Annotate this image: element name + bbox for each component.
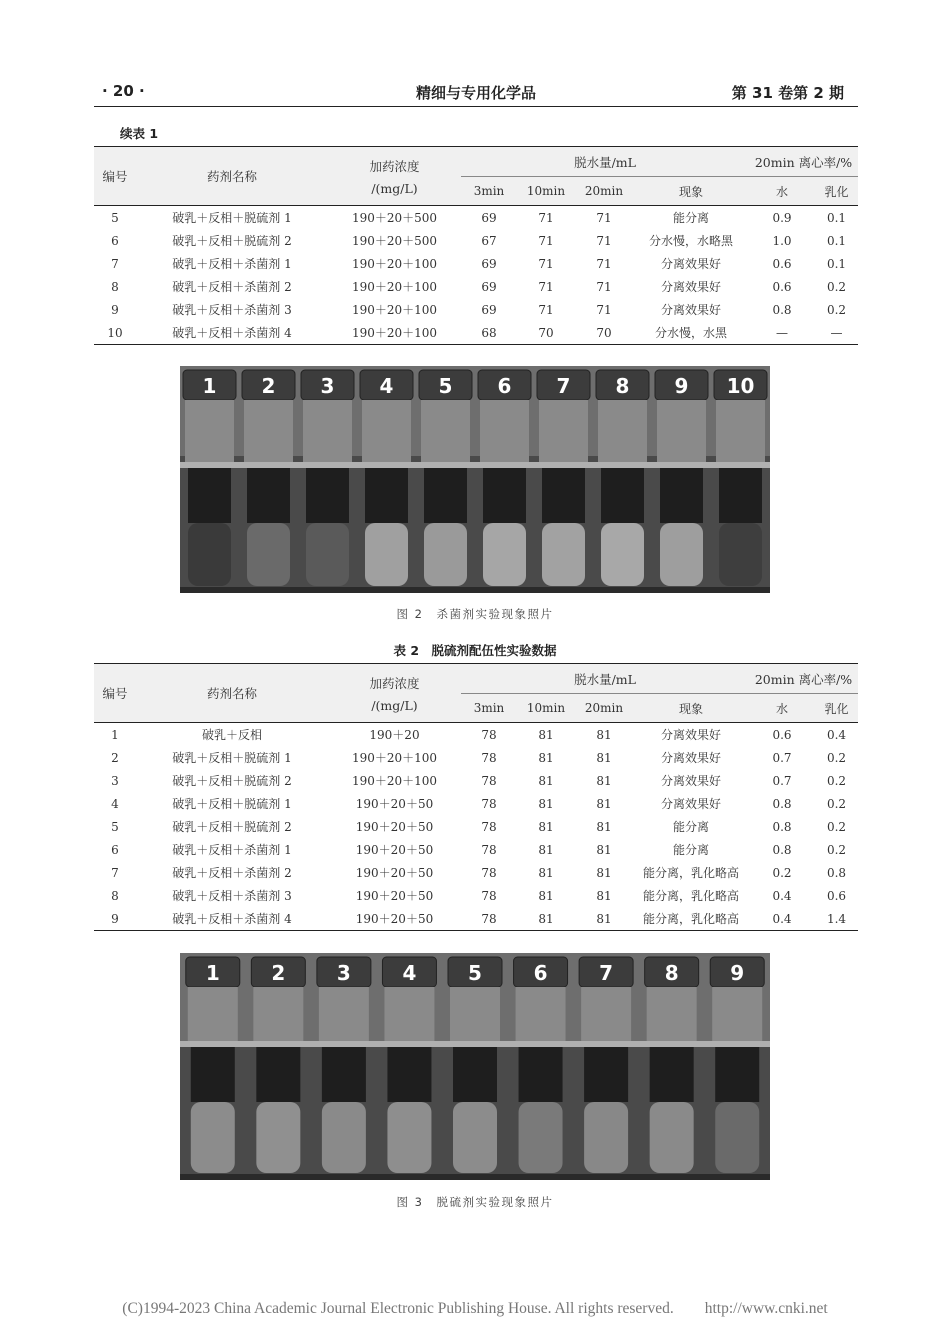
cell-emulsion: 0.2 <box>826 819 847 834</box>
test-tube <box>714 370 767 586</box>
cell-3min: 69 <box>481 279 497 294</box>
cell-phenomenon: 分离效果好 <box>660 280 721 294</box>
header-rule <box>94 106 858 107</box>
cell-conc: 190＋20＋100 <box>328 321 461 345</box>
table-row <box>94 815 858 838</box>
cell-conc: 190＋20＋50 <box>355 797 434 811</box>
table-row <box>94 723 858 747</box>
water-layer <box>424 523 467 586</box>
water-layer <box>601 523 644 586</box>
cell-name: 破乳＋反相 <box>201 728 262 742</box>
oil-layer <box>191 1047 235 1102</box>
table2 <box>94 663 858 931</box>
th-3min: 3min <box>461 694 517 723</box>
cell-emulsion: 0.2 <box>826 842 847 857</box>
test-tube <box>360 370 413 586</box>
test-tube <box>301 370 354 586</box>
issue-label: 第 31 卷第 2 期 <box>731 84 844 102</box>
cell-emulsion: 0.2 <box>826 773 847 788</box>
th-water: 水 <box>749 694 815 723</box>
table-row <box>94 838 858 861</box>
th-no: 编号 <box>94 664 136 723</box>
cell-20min: 71 <box>596 233 612 248</box>
cell-no: 7 <box>111 256 119 271</box>
cell-no: 5 <box>111 819 119 834</box>
oil-layer <box>322 1047 366 1102</box>
cell-water: 0.8 <box>772 796 792 811</box>
tube-label: 5 <box>468 961 482 985</box>
tube-label: 9 <box>674 374 689 398</box>
test-tube <box>645 957 699 1173</box>
rack-base <box>180 587 770 593</box>
oil-layer <box>719 468 762 523</box>
cell-3min: 78 <box>481 796 497 811</box>
tube-upper <box>244 400 293 462</box>
table-row <box>94 792 858 815</box>
test-tube <box>317 957 371 1173</box>
cell-3min: 78 <box>481 819 497 834</box>
cell-phenomenon: 能分离 <box>672 820 709 834</box>
tube-label: 7 <box>556 374 571 398</box>
th-20min: 20min <box>575 694 633 723</box>
water-layer <box>322 1102 366 1173</box>
tube-label: 4 <box>379 374 394 398</box>
oil-layer <box>306 468 349 523</box>
th-conc-unit: /(mg/L) <box>371 180 418 196</box>
rack-bar <box>180 462 770 468</box>
water-layer <box>715 1102 759 1173</box>
cell-water: 0.6 <box>772 279 792 294</box>
cell-phenomenon: 分离效果好 <box>660 774 721 788</box>
figure2-caption: 图 2 杀菌剂实验现象照片 <box>396 607 554 621</box>
cell-20min: 70 <box>575 321 633 345</box>
th-conc <box>328 664 461 723</box>
cell-name: 破乳＋反相＋杀菌剂 3 <box>172 889 292 903</box>
tube-upper <box>384 987 434 1041</box>
table-row <box>94 298 858 321</box>
cell-phenomenon: 能分离 <box>672 843 709 857</box>
cell-no: 7 <box>111 865 119 880</box>
test-tube <box>478 370 531 586</box>
cell-name: 破乳＋反相＋脱硫剂 1 <box>172 751 292 765</box>
test-tube <box>242 370 295 586</box>
cell-conc: 190＋20＋50 <box>355 820 434 834</box>
oil-layer <box>188 468 231 523</box>
cell-water: 0.8 <box>772 302 792 317</box>
oil-layer <box>483 468 526 523</box>
water-layer <box>584 1102 628 1173</box>
cell-water: 0.6 <box>772 256 792 271</box>
test-tube <box>251 957 305 1173</box>
cell-20min: 81 <box>596 865 612 880</box>
cell-water: 0.9 <box>772 210 792 225</box>
cell-no: 6 <box>111 233 119 248</box>
water-layer <box>365 523 408 586</box>
cell-20min: 71 <box>596 279 612 294</box>
tube-label: 7 <box>599 961 614 985</box>
tube-upper <box>516 987 566 1041</box>
test-tube <box>448 957 502 1173</box>
cell-10min: 71 <box>538 210 554 225</box>
tube-upper <box>188 987 238 1041</box>
oil-layer <box>584 1047 628 1102</box>
cell-conc: 190＋20＋50 <box>328 907 461 931</box>
cell-emulsion: 0.2 <box>826 279 847 294</box>
cell-20min: 71 <box>596 210 612 225</box>
cell-conc: 190＋20＋500 <box>351 234 438 248</box>
table-row <box>94 769 858 792</box>
cell-3min: 69 <box>481 256 497 271</box>
cell-no: 9 <box>111 302 119 317</box>
cell-3min: 78 <box>461 907 517 931</box>
rack-bar <box>180 1041 770 1047</box>
oil-layer <box>519 1047 563 1102</box>
water-layer <box>191 1102 235 1173</box>
table-row <box>94 321 858 345</box>
cell-20min: 81 <box>596 842 612 857</box>
cell-no: 2 <box>111 750 119 765</box>
cell-10min: 81 <box>538 727 554 742</box>
tube-label: 8 <box>615 374 630 398</box>
table-row <box>94 206 858 230</box>
cell-name: 破乳＋反相＋脱硫剂 2 <box>172 820 292 834</box>
cell-phenomenon: 能分离，乳化略高 <box>633 907 749 931</box>
cell-3min: 78 <box>481 750 497 765</box>
th-name: 药剂名称 <box>136 664 328 723</box>
cell-20min: 81 <box>596 727 612 742</box>
cell-no: 3 <box>111 773 119 788</box>
tube-label: 9 <box>730 961 745 985</box>
water-layer <box>387 1102 431 1173</box>
cell-20min: 71 <box>596 302 612 317</box>
oil-layer <box>247 468 290 523</box>
cell-water: — <box>749 321 815 345</box>
cell-phenomenon: 分离效果好 <box>660 257 721 271</box>
cell-10min: 81 <box>538 865 554 880</box>
oil-layer <box>650 1047 694 1102</box>
cell-10min: 71 <box>538 279 554 294</box>
tube-label: 10 <box>726 374 755 398</box>
test-tube <box>419 370 472 586</box>
cell-10min: 81 <box>538 842 554 857</box>
table-row <box>94 907 858 931</box>
cell-20min: 81 <box>596 750 612 765</box>
cell-emulsion: 0.1 <box>826 233 847 248</box>
tube-label: 1 <box>202 374 217 398</box>
table1-body <box>94 206 858 345</box>
water-layer <box>519 1102 563 1173</box>
cell-phenomenon: 分离效果好 <box>660 797 721 811</box>
cell-3min: 68 <box>461 321 517 345</box>
tube-upper <box>716 400 765 462</box>
table-row <box>94 275 858 298</box>
oil-layer <box>715 1047 759 1102</box>
cell-emulsion: 0.4 <box>826 727 847 742</box>
water-layer <box>188 523 231 586</box>
figure3-caption: 图 3 脱硫剂实验现象照片 <box>396 1195 554 1209</box>
tube-label: 5 <box>438 374 453 398</box>
cell-conc: 190＋20 <box>369 728 420 742</box>
figure3-photo <box>180 953 770 1180</box>
cell-name: 破乳＋反相＋脱硫剂 1 <box>172 797 292 811</box>
table-row <box>94 746 858 769</box>
tube-upper <box>480 400 529 462</box>
table-row <box>94 229 858 252</box>
cell-phenomenon: 能分离，乳化略高 <box>642 866 739 880</box>
cell-phenomenon: 分离效果好 <box>660 751 721 765</box>
oil-layer <box>387 1047 431 1102</box>
cell-water: 0.2 <box>772 865 792 880</box>
cell-emulsion: 0.1 <box>826 256 847 271</box>
cell-emulsion: 0.8 <box>826 865 847 880</box>
cell-water: 0.4 <box>772 888 792 903</box>
cell-10min: 81 <box>538 888 554 903</box>
cell-conc: 190＋20＋100 <box>351 280 438 294</box>
cell-no: 1 <box>111 727 119 742</box>
water-layer <box>453 1102 497 1173</box>
table1-caption: 续表 1 <box>120 126 159 141</box>
table2-body <box>94 723 858 931</box>
cell-name: 破乳＋反相＋杀菌剂 3 <box>172 303 292 317</box>
water-layer <box>650 1102 694 1173</box>
figure3-image <box>180 953 770 1180</box>
water-layer <box>719 523 762 586</box>
cell-3min: 69 <box>481 210 497 225</box>
cell-conc: 190＋20＋50 <box>355 843 434 857</box>
cell-10min: 81 <box>538 819 554 834</box>
water-layer <box>247 523 290 586</box>
cell-name: 破乳＋反相＋脱硫剂 2 <box>172 234 292 248</box>
figure2-image <box>180 366 770 593</box>
tube-label: 1 <box>205 961 220 985</box>
water-layer <box>256 1102 300 1173</box>
th-phenomenon: 现象 <box>633 694 749 723</box>
cell-10min: 71 <box>538 302 554 317</box>
oil-layer <box>365 468 408 523</box>
water-layer <box>483 523 526 586</box>
copyright-footer: (C)1994-2023 China Academic Journal Electronic Publishing House. All rights reserved. http://www.cnki.net <box>122 1300 828 1317</box>
th-conc-label: 加药浓度 <box>369 158 420 174</box>
cell-3min: 78 <box>481 888 497 903</box>
test-tube <box>710 957 764 1173</box>
th-emulsion: 乳化 <box>815 177 858 206</box>
page-header <box>94 78 858 104</box>
cell-no: 10 <box>94 321 136 345</box>
tube-upper <box>450 987 500 1041</box>
tube-upper <box>185 400 234 462</box>
th-conc-label: 加药浓度 <box>369 675 420 691</box>
tube-upper <box>362 400 411 462</box>
test-tube <box>596 370 649 586</box>
cell-water: 0.4 <box>749 907 815 931</box>
test-tube <box>655 370 708 586</box>
cell-phenomenon: 能分离，乳化略高 <box>642 889 739 903</box>
test-tube <box>537 370 590 586</box>
cell-no: 4 <box>111 796 119 811</box>
cell-conc: 190＋20＋100 <box>351 303 438 317</box>
cell-phenomenon: 分离效果好 <box>660 303 721 317</box>
cell-name: 破乳＋反相＋杀菌剂 4 <box>136 321 328 345</box>
cell-phenomenon: 分水慢，水黑 <box>633 321 749 345</box>
tube-upper <box>303 400 352 462</box>
tube-label: 4 <box>402 961 417 985</box>
th-phenomenon: 现象 <box>633 177 749 206</box>
cell-3min: 69 <box>481 302 497 317</box>
cell-20min: 81 <box>596 888 612 903</box>
th-10min: 10min <box>517 694 575 723</box>
oil-layer <box>542 468 585 523</box>
cell-10min: 81 <box>538 796 554 811</box>
cell-20min: 71 <box>596 256 612 271</box>
test-tube <box>514 957 568 1173</box>
th-conc <box>328 147 461 206</box>
test-tube <box>579 957 633 1173</box>
cell-name: 破乳＋反相＋杀菌剂 4 <box>136 907 328 931</box>
th-3min: 3min <box>461 177 517 206</box>
cell-20min: 81 <box>575 907 633 931</box>
oil-layer <box>256 1047 300 1102</box>
cell-name: 破乳＋反相＋杀菌剂 2 <box>172 866 292 880</box>
cell-phenomenon: 分离效果好 <box>660 728 721 742</box>
cell-conc: 190＋20＋50 <box>355 866 434 880</box>
cell-emulsion: — <box>815 321 858 345</box>
cell-10min: 81 <box>517 907 575 931</box>
tube-upper <box>253 987 303 1041</box>
cell-conc: 190＋20＋100 <box>351 257 438 271</box>
water-layer <box>306 523 349 586</box>
cell-no: 8 <box>111 888 119 903</box>
cell-phenomenon: 分水慢，水略黑 <box>648 234 733 248</box>
cell-10min: 81 <box>538 750 554 765</box>
cell-emulsion: 0.1 <box>826 210 847 225</box>
tube-upper <box>319 987 369 1041</box>
tube-upper <box>598 400 647 462</box>
cell-name: 破乳＋反相＋杀菌剂 2 <box>172 280 292 294</box>
water-layer <box>542 523 585 586</box>
cell-conc: 190＋20＋50 <box>355 889 434 903</box>
cell-10min: 71 <box>538 256 554 271</box>
tube-upper <box>712 987 762 1041</box>
table-row <box>94 861 858 884</box>
cell-20min: 81 <box>596 819 612 834</box>
cell-conc: 190＋20＋100 <box>351 751 438 765</box>
th-dehydration: 脱水量/mL <box>461 147 749 177</box>
table2-caption: 表 2 脱硫剂配伍性实验数据 <box>393 643 557 658</box>
th-20min: 20min <box>575 177 633 206</box>
test-tube <box>186 957 240 1173</box>
cell-10min: 81 <box>538 773 554 788</box>
tube-upper <box>421 400 470 462</box>
cell-conc: 190＋20＋100 <box>351 774 438 788</box>
cell-water: 0.8 <box>772 819 792 834</box>
cell-3min: 78 <box>481 727 497 742</box>
tube-label: 6 <box>497 374 512 398</box>
cell-emulsion: 0.2 <box>826 302 847 317</box>
oil-layer <box>453 1047 497 1102</box>
rack-base <box>180 1174 770 1180</box>
cell-water: 0.7 <box>772 750 792 765</box>
tube-label: 6 <box>533 961 548 985</box>
oil-layer <box>660 468 703 523</box>
cell-3min: 78 <box>481 773 497 788</box>
page-number: · 20 · <box>102 82 145 100</box>
water-layer <box>660 523 703 586</box>
cell-10min: 71 <box>538 233 554 248</box>
tube-upper <box>539 400 588 462</box>
th-name: 药剂名称 <box>136 147 328 206</box>
tube-upper <box>647 987 697 1041</box>
cell-name: 破乳＋反相＋杀菌剂 1 <box>172 843 292 857</box>
test-tube <box>183 370 236 586</box>
journal-title: 精细与专用化学品 <box>415 84 536 102</box>
cell-no: 9 <box>94 907 136 931</box>
cell-3min: 78 <box>481 865 497 880</box>
th-centrifuge: 20min 离心率/% <box>749 664 858 694</box>
tube-upper <box>581 987 631 1041</box>
table-row <box>94 252 858 275</box>
cell-20min: 81 <box>596 796 612 811</box>
oil-layer <box>601 468 644 523</box>
figure2-photo <box>180 366 770 593</box>
oil-layer <box>424 468 467 523</box>
th-no: 编号 <box>94 147 136 206</box>
cell-emulsion: 0.2 <box>826 750 847 765</box>
cell-conc: 190＋20＋500 <box>351 211 438 225</box>
cell-water: 0.6 <box>772 727 792 742</box>
cell-emulsion: 0.6 <box>826 888 847 903</box>
cell-20min: 81 <box>596 773 612 788</box>
cell-water: 0.7 <box>772 773 792 788</box>
tube-label: 2 <box>261 374 276 398</box>
tube-label: 8 <box>664 961 679 985</box>
th-emulsion: 乳化 <box>815 694 858 723</box>
cell-water: 1.0 <box>772 233 792 248</box>
th-conc-unit: /(mg/L) <box>371 697 418 713</box>
cell-no: 8 <box>111 279 119 294</box>
cell-emulsion: 1.4 <box>815 907 858 931</box>
table-row <box>94 884 858 907</box>
tube-label: 3 <box>336 961 351 985</box>
th-dehydration: 脱水量/mL <box>461 664 749 694</box>
tube-upper <box>657 400 706 462</box>
test-tube <box>382 957 436 1173</box>
cell-no: 6 <box>111 842 119 857</box>
cell-phenomenon: 能分离 <box>672 211 709 225</box>
cell-3min: 67 <box>481 233 497 248</box>
cell-3min: 78 <box>481 842 497 857</box>
table1 <box>94 146 858 345</box>
cell-no: 5 <box>111 210 119 225</box>
cell-10min: 70 <box>517 321 575 345</box>
cell-name: 破乳＋反相＋脱硫剂 2 <box>172 774 292 788</box>
th-10min: 10min <box>517 177 575 206</box>
th-water: 水 <box>749 177 815 206</box>
th-centrifuge: 20min 离心率/% <box>749 147 858 177</box>
cell-name: 破乳＋反相＋杀菌剂 1 <box>172 257 292 271</box>
cell-water: 0.8 <box>772 842 792 857</box>
cell-name: 破乳＋反相＋脱硫剂 1 <box>172 211 292 225</box>
cell-emulsion: 0.2 <box>826 796 847 811</box>
tube-label: 2 <box>271 961 286 985</box>
tube-label: 3 <box>320 374 335 398</box>
